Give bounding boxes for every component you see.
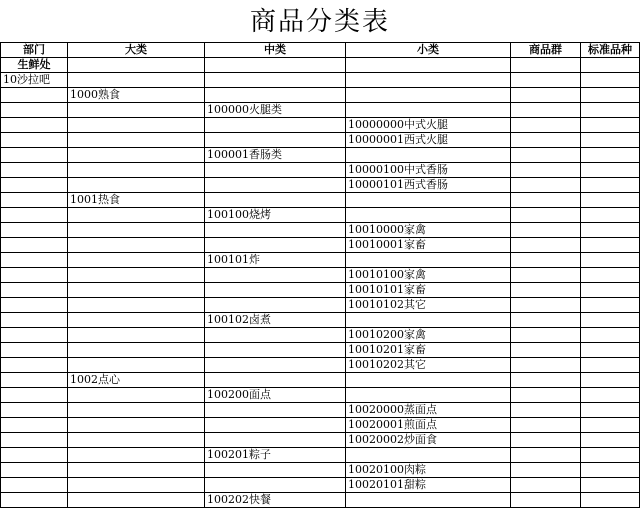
product-group-cell[interactable] — [511, 178, 581, 193]
major-category-cell[interactable] — [68, 238, 205, 253]
major-category-cell[interactable] — [68, 448, 205, 463]
department-cell[interactable] — [1, 208, 68, 223]
standard-item-cell[interactable] — [581, 133, 640, 148]
minor-category-cell[interactable]: 10000001西式火腿 — [346, 133, 511, 148]
department-cell[interactable] — [1, 358, 68, 373]
standard-item-cell[interactable] — [581, 403, 640, 418]
minor-category-cell[interactable] — [346, 373, 511, 388]
minor-category-cell[interactable]: 10000101西式香肠 — [346, 178, 511, 193]
product-group-cell[interactable] — [511, 328, 581, 343]
department-cell[interactable] — [1, 463, 68, 478]
standard-item-cell[interactable] — [581, 283, 640, 298]
major-category-cell[interactable] — [68, 163, 205, 178]
major-category-cell[interactable] — [68, 148, 205, 163]
major-category-cell[interactable] — [68, 313, 205, 328]
minor-category-cell[interactable]: 10010102其它 — [346, 298, 511, 313]
major-category-cell[interactable] — [68, 253, 205, 268]
major-category-cell[interactable] — [68, 58, 205, 73]
mid-category-cell[interactable]: 100001香肠类 — [205, 148, 346, 163]
product-group-cell[interactable] — [511, 283, 581, 298]
mid-category-cell[interactable] — [205, 163, 346, 178]
product-group-cell[interactable] — [511, 403, 581, 418]
mid-category-cell[interactable] — [205, 133, 346, 148]
header-standard-item: 标准品种 — [581, 43, 640, 58]
product-group-cell[interactable] — [511, 343, 581, 358]
department-cell[interactable] — [1, 283, 68, 298]
department-cell[interactable]: 10沙拉吧 — [1, 73, 68, 88]
standard-item-cell[interactable] — [581, 313, 640, 328]
major-category-cell[interactable] — [68, 133, 205, 148]
major-category-cell[interactable] — [68, 343, 205, 358]
minor-category-cell[interactable] — [346, 148, 511, 163]
standard-item-cell[interactable] — [581, 358, 640, 373]
product-group-cell[interactable] — [511, 373, 581, 388]
department-cell[interactable]: 生鲜处 — [1, 58, 68, 73]
product-group-cell[interactable] — [511, 433, 581, 448]
mid-category-cell[interactable] — [205, 223, 346, 238]
major-category-cell[interactable] — [68, 433, 205, 448]
mid-category-cell[interactable] — [205, 193, 346, 208]
major-category-cell[interactable] — [68, 208, 205, 223]
table-row — [1, 253, 640, 268]
table-row — [1, 133, 640, 148]
standard-item-cell[interactable] — [581, 193, 640, 208]
standard-item-cell[interactable] — [581, 208, 640, 223]
mid-category-cell[interactable] — [205, 73, 346, 88]
header-department: 部门 — [1, 43, 68, 58]
standard-item-cell[interactable] — [581, 148, 640, 163]
minor-category-cell[interactable] — [346, 73, 511, 88]
major-category-cell[interactable] — [68, 328, 205, 343]
mid-category-cell[interactable]: 100201粽子 — [205, 448, 346, 463]
standard-item-cell[interactable] — [581, 418, 640, 433]
table-row — [1, 298, 640, 313]
department-cell[interactable] — [1, 163, 68, 178]
product-group-cell[interactable] — [511, 493, 581, 508]
product-group-cell[interactable] — [511, 133, 581, 148]
table-row — [1, 193, 640, 208]
mid-category-cell[interactable] — [205, 463, 346, 478]
mid-category-cell[interactable]: 100200面点 — [205, 388, 346, 403]
major-category-cell[interactable] — [68, 418, 205, 433]
major-category-cell[interactable] — [68, 358, 205, 373]
standard-item-cell[interactable] — [581, 118, 640, 133]
major-category-cell[interactable] — [68, 283, 205, 298]
minor-category-cell[interactable]: 10000000中式火腿 — [346, 118, 511, 133]
product-group-cell[interactable] — [511, 268, 581, 283]
product-group-cell[interactable] — [511, 238, 581, 253]
minor-category-cell[interactable]: 10010000家禽 — [346, 223, 511, 238]
standard-item-cell[interactable] — [581, 463, 640, 478]
mid-category-cell[interactable] — [205, 373, 346, 388]
department-cell[interactable] — [1, 328, 68, 343]
department-cell[interactable] — [1, 193, 68, 208]
product-group-cell[interactable] — [511, 118, 581, 133]
product-group-cell[interactable] — [511, 163, 581, 178]
standard-item-cell[interactable] — [581, 88, 640, 103]
department-cell[interactable] — [1, 298, 68, 313]
standard-item-cell[interactable] — [581, 223, 640, 238]
major-category-cell[interactable] — [68, 298, 205, 313]
standard-item-cell[interactable] — [581, 238, 640, 253]
product-group-cell[interactable] — [511, 478, 581, 493]
department-cell[interactable] — [1, 403, 68, 418]
product-group-cell[interactable] — [511, 103, 581, 118]
table-row — [1, 118, 640, 133]
minor-category-cell[interactable] — [346, 388, 511, 403]
product-group-cell[interactable] — [511, 418, 581, 433]
product-group-cell[interactable] — [511, 298, 581, 313]
department-cell[interactable] — [1, 148, 68, 163]
standard-item-cell[interactable] — [581, 178, 640, 193]
mid-category-cell[interactable] — [205, 178, 346, 193]
standard-item-cell[interactable] — [581, 103, 640, 118]
mid-category-cell[interactable] — [205, 433, 346, 448]
table-row — [1, 178, 640, 193]
table-row — [1, 463, 640, 478]
standard-item-cell[interactable] — [581, 298, 640, 313]
minor-category-cell[interactable]: 10010200家禽 — [346, 328, 511, 343]
table-row — [1, 313, 640, 328]
table-row — [1, 418, 640, 433]
table-row — [1, 148, 640, 163]
standard-item-cell[interactable] — [581, 163, 640, 178]
mid-category-cell[interactable] — [205, 88, 346, 103]
minor-category-cell[interactable] — [346, 448, 511, 463]
mid-category-cell[interactable]: 100102卤煮 — [205, 313, 346, 328]
table-row — [1, 358, 640, 373]
standard-item-cell[interactable] — [581, 253, 640, 268]
table-row — [1, 373, 640, 388]
product-group-cell[interactable] — [511, 208, 581, 223]
table-row — [1, 478, 640, 493]
mid-category-cell[interactable] — [205, 343, 346, 358]
department-cell[interactable] — [1, 418, 68, 433]
department-cell[interactable] — [1, 433, 68, 448]
major-category-cell[interactable] — [68, 223, 205, 238]
mid-category-cell[interactable]: 100101炸 — [205, 253, 346, 268]
product-group-cell[interactable] — [511, 388, 581, 403]
minor-category-cell[interactable] — [346, 208, 511, 223]
minor-category-cell[interactable] — [346, 253, 511, 268]
major-category-cell[interactable] — [68, 403, 205, 418]
page-title: 商品分类表 — [249, 7, 390, 37]
standard-item-cell[interactable] — [581, 493, 640, 508]
major-category-cell[interactable] — [68, 103, 205, 118]
table-row — [1, 403, 640, 418]
standard-item-cell[interactable] — [581, 73, 640, 88]
table-row — [1, 238, 640, 253]
table-row — [1, 58, 640, 73]
major-category-cell[interactable]: 1000熟食 — [68, 88, 205, 103]
product-group-cell[interactable] — [511, 448, 581, 463]
major-category-cell[interactable] — [68, 118, 205, 133]
minor-category-cell[interactable] — [346, 313, 511, 328]
department-cell[interactable] — [1, 313, 68, 328]
standard-item-cell[interactable] — [581, 328, 640, 343]
minor-category-cell[interactable]: 10020100肉粽 — [346, 463, 511, 478]
department-cell[interactable] — [1, 103, 68, 118]
table-row — [1, 388, 640, 403]
mid-category-cell[interactable]: 100100烧烤 — [205, 208, 346, 223]
table-row — [1, 268, 640, 283]
mid-category-cell[interactable] — [205, 238, 346, 253]
mid-category-cell[interactable] — [205, 478, 346, 493]
table-row — [1, 103, 640, 118]
mid-category-cell[interactable] — [205, 403, 346, 418]
product-group-cell[interactable] — [511, 253, 581, 268]
table-row — [1, 328, 640, 343]
category-table — [0, 42, 640, 508]
department-cell[interactable] — [1, 448, 68, 463]
table-row — [1, 283, 640, 298]
minor-category-cell[interactable]: 10010201家畜 — [346, 343, 511, 358]
department-cell[interactable] — [1, 343, 68, 358]
table-row — [1, 208, 640, 223]
product-group-cell[interactable] — [511, 313, 581, 328]
header-product-group: 商品群 — [511, 43, 581, 58]
mid-category-cell[interactable] — [205, 298, 346, 313]
product-group-cell[interactable] — [511, 58, 581, 73]
mid-category-cell[interactable]: 100000火腿类 — [205, 103, 346, 118]
table-row — [1, 163, 640, 178]
minor-category-cell[interactable]: 10010001家畜 — [346, 238, 511, 253]
major-category-cell[interactable]: 1001热食 — [68, 193, 205, 208]
product-group-cell[interactable] — [511, 88, 581, 103]
minor-category-cell[interactable]: 10020101甜粽 — [346, 478, 511, 493]
mid-category-cell[interactable]: 100202快餐 — [205, 493, 346, 508]
product-group-cell[interactable] — [511, 463, 581, 478]
minor-category-cell[interactable] — [346, 493, 511, 508]
standard-item-cell[interactable] — [581, 373, 640, 388]
mid-category-cell[interactable] — [205, 358, 346, 373]
mid-category-cell[interactable] — [205, 418, 346, 433]
minor-category-cell[interactable] — [346, 58, 511, 73]
standard-item-cell[interactable] — [581, 388, 640, 403]
table-row — [1, 223, 640, 238]
major-category-cell[interactable] — [68, 73, 205, 88]
minor-category-cell[interactable]: 10020002炒面食 — [346, 433, 511, 448]
table-row — [1, 88, 640, 103]
major-category-cell[interactable]: 1002点心 — [68, 373, 205, 388]
department-cell[interactable] — [1, 178, 68, 193]
standard-item-cell[interactable] — [581, 58, 640, 73]
standard-item-cell[interactable] — [581, 268, 640, 283]
standard-item-cell[interactable] — [581, 433, 640, 448]
product-group-cell[interactable] — [511, 148, 581, 163]
minor-category-cell[interactable] — [346, 103, 511, 118]
table-row — [1, 448, 640, 463]
header-minor-category: 小类 — [346, 43, 511, 58]
mid-category-cell[interactable] — [205, 58, 346, 73]
major-category-cell[interactable] — [68, 463, 205, 478]
table-body — [1, 58, 640, 508]
minor-category-cell[interactable] — [346, 88, 511, 103]
department-cell[interactable] — [1, 118, 68, 133]
major-category-cell[interactable] — [68, 388, 205, 403]
mid-category-cell[interactable] — [205, 283, 346, 298]
product-group-cell[interactable] — [511, 73, 581, 88]
department-cell[interactable] — [1, 493, 68, 508]
mid-category-cell[interactable] — [205, 268, 346, 283]
standard-item-cell[interactable] — [581, 343, 640, 358]
product-group-cell[interactable] — [511, 223, 581, 238]
major-category-cell[interactable] — [68, 268, 205, 283]
department-cell[interactable] — [1, 223, 68, 238]
mid-category-cell[interactable] — [205, 328, 346, 343]
department-cell[interactable] — [1, 388, 68, 403]
department-cell[interactable] — [1, 88, 68, 103]
department-cell[interactable] — [1, 133, 68, 148]
product-group-cell[interactable] — [511, 193, 581, 208]
header-major-category: 大类 — [68, 43, 205, 58]
department-cell[interactable] — [1, 478, 68, 493]
department-cell[interactable] — [1, 373, 68, 388]
major-category-cell[interactable] — [68, 478, 205, 493]
minor-category-cell[interactable]: 10020001煎面点 — [346, 418, 511, 433]
major-category-cell[interactable] — [68, 493, 205, 508]
department-cell[interactable] — [1, 238, 68, 253]
table-row — [1, 433, 640, 448]
minor-category-cell[interactable]: 10010202其它 — [346, 358, 511, 373]
standard-item-cell[interactable] — [581, 478, 640, 493]
minor-category-cell[interactable] — [346, 193, 511, 208]
table-row — [1, 343, 640, 358]
product-group-cell[interactable] — [511, 358, 581, 373]
table-row — [1, 493, 640, 508]
standard-item-cell[interactable] — [581, 448, 640, 463]
mid-category-cell[interactable] — [205, 118, 346, 133]
department-cell[interactable] — [1, 253, 68, 268]
header-row — [1, 43, 640, 58]
department-cell[interactable] — [1, 268, 68, 283]
major-category-cell[interactable] — [68, 178, 205, 193]
minor-category-cell[interactable]: 10010100家禽 — [346, 268, 511, 283]
minor-category-cell[interactable]: 10000100中式香肠 — [346, 163, 511, 178]
minor-category-cell[interactable]: 10020000蒸面点 — [346, 403, 511, 418]
table-row — [1, 73, 640, 88]
header-mid-category: 中类 — [205, 43, 346, 58]
minor-category-cell[interactable]: 10010101家畜 — [346, 283, 511, 298]
